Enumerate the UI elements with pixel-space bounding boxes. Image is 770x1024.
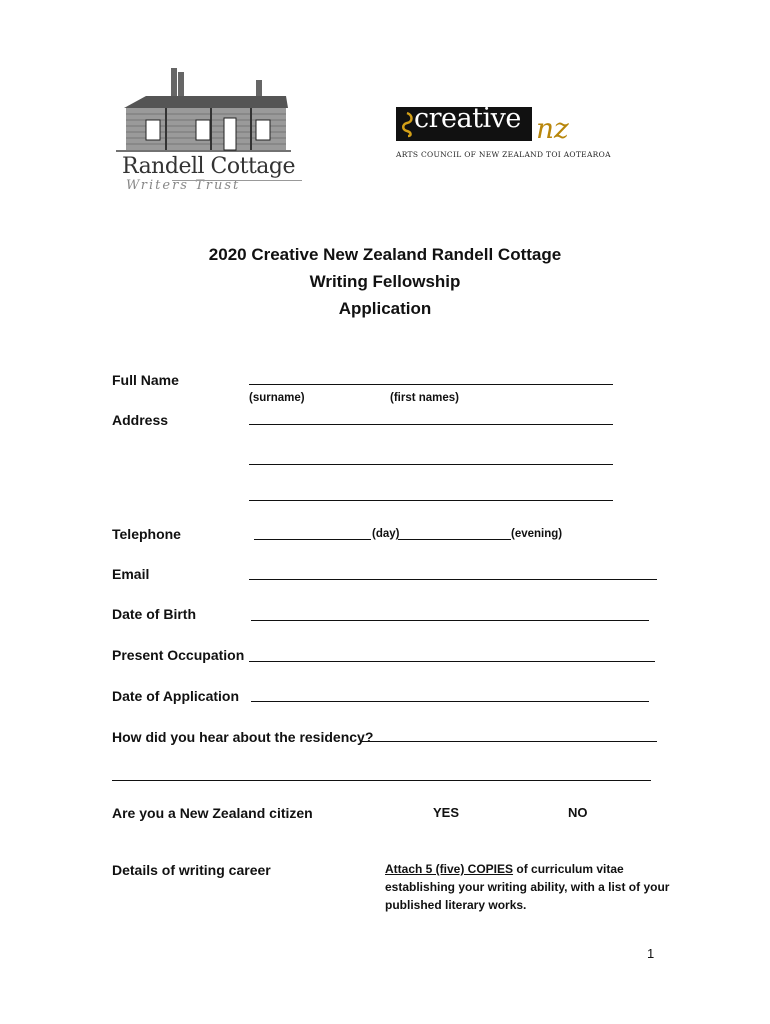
attach-copies-text: Attach 5 (five) COPIES	[385, 862, 514, 876]
no-option[interactable]: NO	[568, 805, 588, 820]
address-label: Address	[112, 412, 169, 428]
telephone-label: Telephone	[112, 526, 181, 542]
cottage-icon	[116, 62, 291, 157]
yes-option[interactable]: YES	[433, 805, 460, 820]
full-name-field[interactable]	[249, 384, 613, 385]
email-label: Email	[112, 566, 150, 582]
randell-logo-name: Randell Cottage	[122, 154, 296, 179]
randell-logo-subtitle: Writers Trust	[126, 178, 241, 193]
attach-instructions	[385, 860, 675, 914]
hear-about-field[interactable]	[362, 741, 657, 742]
page-title-line3: Application	[338, 299, 432, 318]
occupation-label: Present Occupation	[112, 647, 245, 663]
koru-icon	[399, 110, 415, 138]
creative-nz-nz: nz	[536, 112, 569, 145]
telephone-evening-field[interactable]	[398, 539, 511, 540]
full-name-label: Full Name	[112, 372, 179, 388]
dob-label: Date of Birth	[112, 606, 196, 622]
hear-about-label: How did you hear about the residency?	[112, 729, 374, 745]
first-names-hint: (first names)	[390, 392, 460, 404]
creative-nz-word: creative	[414, 103, 521, 134]
attach-rest-text: of curriculum vitae establishing your writing ability, with a list of your published literary works.	[385, 862, 670, 912]
citizen-label: Are you a New Zealand citizen	[112, 805, 313, 821]
career-label: Details of writing career	[112, 862, 271, 878]
address-line-2-field[interactable]	[249, 464, 613, 465]
address-line-3-field[interactable]	[249, 500, 613, 501]
dob-field[interactable]	[251, 620, 649, 621]
email-field[interactable]	[249, 579, 657, 580]
application-date-label: Date of Application	[112, 688, 240, 704]
creative-nz-subtitle: ARTS COUNCIL OF NEW ZEALAND TOI AOTEAROA	[396, 150, 611, 159]
page-number: 1	[647, 946, 655, 961]
page-title-line2: Writing Fellowship	[309, 272, 461, 291]
occupation-field[interactable]	[249, 661, 655, 662]
evening-hint: (evening)	[511, 528, 563, 540]
telephone-day-field[interactable]	[254, 539, 371, 540]
logo-underline	[172, 180, 302, 181]
page-title-line1: 2020 Creative New Zealand Randell Cottage	[208, 245, 562, 264]
day-hint: (day)	[372, 528, 400, 540]
hear-about-field-2[interactable]	[112, 780, 651, 781]
application-date-field[interactable]	[251, 701, 649, 702]
creative-nz-logo	[396, 103, 611, 164]
randell-cottage-logo	[112, 62, 307, 202]
address-line-1-field[interactable]	[249, 424, 613, 425]
surname-hint: (surname)	[249, 392, 305, 404]
